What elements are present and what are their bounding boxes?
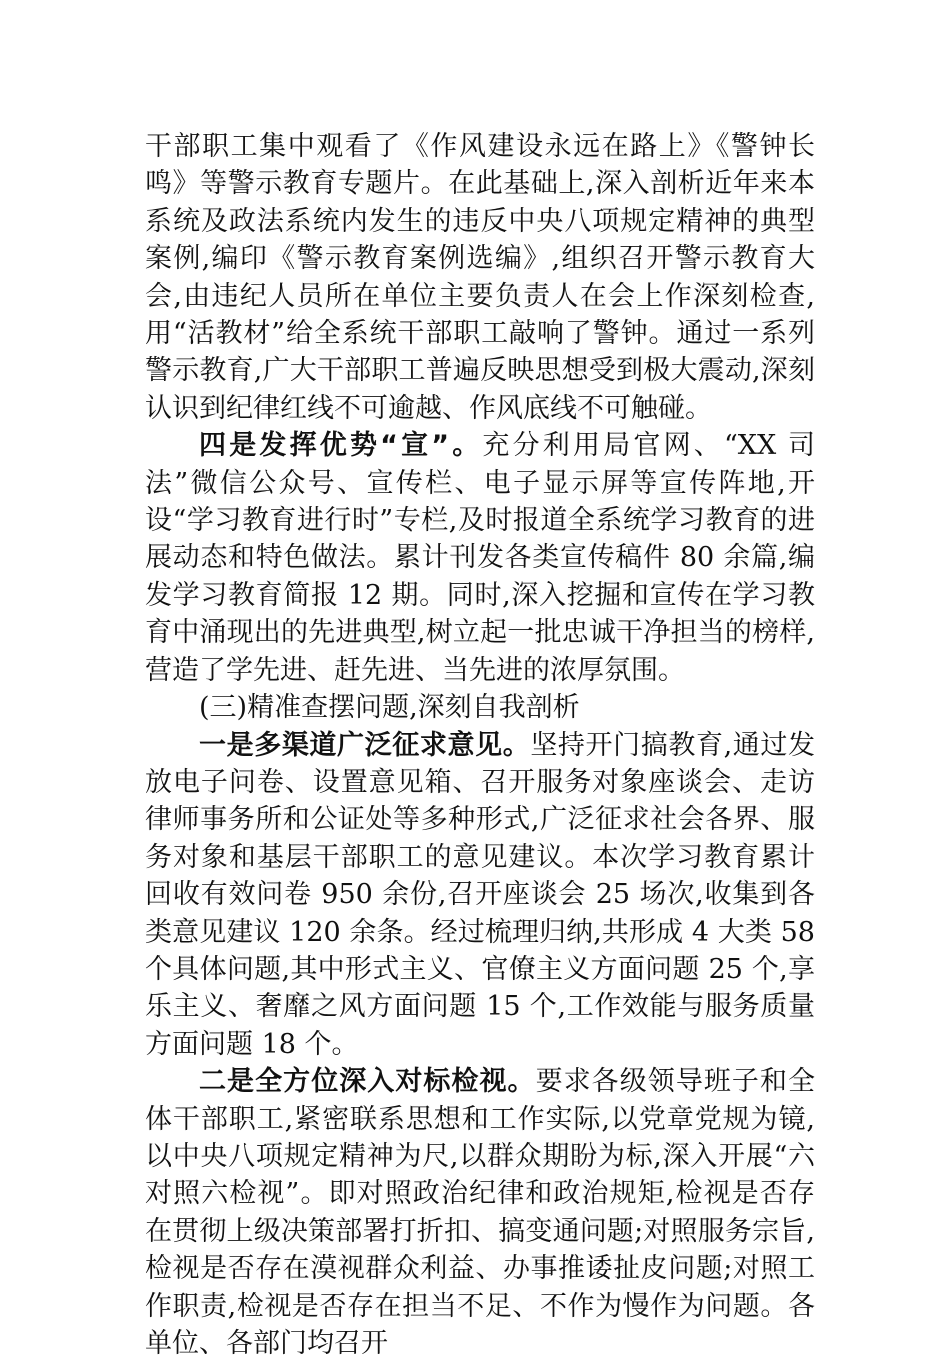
document-body <box>145 128 815 1362</box>
paragraph-lead: 一是多渠道广泛征求意见。 <box>199 729 531 761</box>
paragraph-text: 要求各级领导班子和全体干部职工,紧密联系思想和工作实际,以党章党规为镜,以中央八项规定精神为尺,以群众期盼为标,深入开展“六对照六检视”。即对照政治纪律和政治规矩,检视是否存在贯彻上级决策部署打折扣、搞变通问题;对照服务宗旨,检视是否存在漠视群众利益、办事推诿扯皮问题;对照工作职责,检视是否存在担当不足、不作为慢作为问题。各单位、各部门均召开 <box>145 1066 816 1359</box>
paragraph-text: 坚持开门搞教育,通过发放电子问卷、设置意见箱、召开服务对象座谈会、走访律师事务所和公证处等多种形式,广泛征求社会各界、服务对象和基层干部职工的意见建议。本次学习教育累计回收有效问卷 950 余份,召开座谈会 25 场次,收集到各类意见建议 120 余条。经过梳理归纳,共形成 4 大类 58 个具体问题,其中形式主义、官僚主义方面问题 25 个,享乐主义、奢靡之风方面问题 15 个,工作效能与服务质量方面问题 18 个。 <box>145 729 815 1060</box>
section-heading-text: (三)精准查摆问题,深刻自我剖析 <box>199 692 580 724</box>
section-heading <box>145 689 815 726</box>
paragraph-self-examination <box>145 1063 815 1362</box>
paragraph-lead: 四是发挥优势“宣”。 <box>199 430 483 462</box>
paragraph-solicit-opinions <box>145 727 815 1064</box>
paragraph-text: 充分利用局官网、“XX 司法”微信公众号、宣传栏、电子显示屏等宣传阵地,开设“学习教育进行时”专栏,及时报道全系统学习教育的进展动态和特色做法。累计刊发各类宣传稿件 80 余篇,编发学习教育简报 12 期。同时,深入挖掘和宣传在学习教育中涌现出的先进典型,树立起一批忠诚干净担当的榜样,营造了学先进、赶先进、当先进的浓厚氛围。 <box>145 430 815 686</box>
paragraph-lead: 二是全方位深入对标检视。 <box>199 1066 536 1098</box>
paragraph-warning-education <box>145 128 815 427</box>
paragraph-text: 干部职工集中观看了《作风建设永远在路上》《警钟长鸣》等警示教育专题片。在此基础上,深入剖析近年来本系统及政法系统内发生的违反中央八项规定精神的典型案例,编印《警示教育案例选编》,组织召开警示教育大会,由违纪人员所在单位主要负责人在会上作深刻检查,用“活教材”给全系统干部职工敲响了警钟。通过一系列警示教育,广大干部职工普遍反映思想受到极大震动,深刻认识到纪律红线不可逾越、作风底线不可触碰。 <box>145 131 815 424</box>
paragraph-publicity <box>145 427 815 689</box>
